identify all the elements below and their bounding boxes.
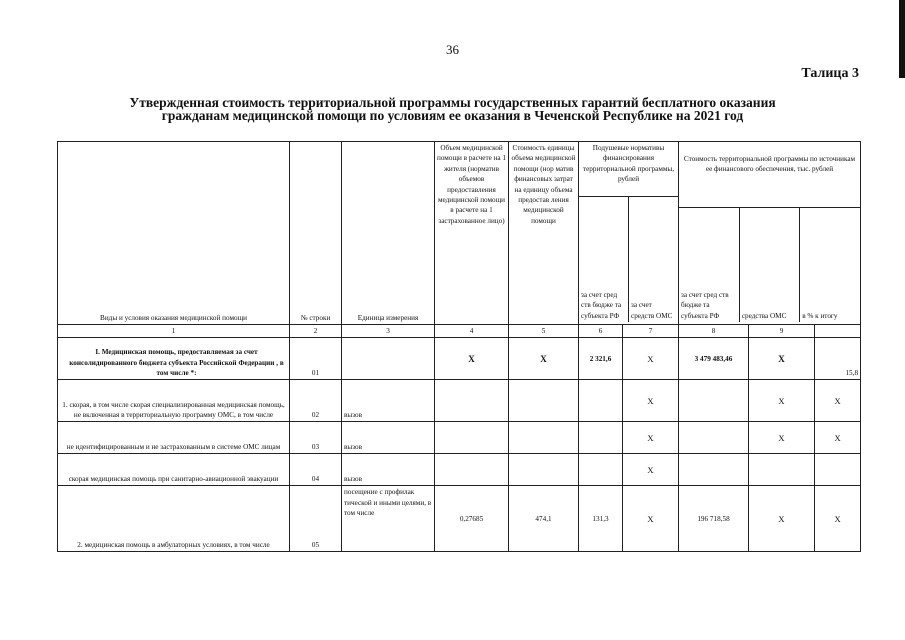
row-total-oms xyxy=(749,454,815,486)
row-unit: вызов xyxy=(342,422,435,454)
row-pc-oms: X xyxy=(623,422,679,454)
row-name: 2. медицинская помощь в амбулаторных условиях, в том числе xyxy=(58,486,290,552)
row-line-no: 02 xyxy=(290,380,342,422)
row-unit: посещение с профилак тической и иными целями, в том числе xyxy=(342,486,435,552)
col-number: 6 xyxy=(579,325,623,338)
row-name: не идентифицированным и не застрахованным в системе ОМС лицам xyxy=(58,422,290,454)
row-unit: вызов xyxy=(342,380,435,422)
cost-table xyxy=(57,141,861,552)
row-cost: 474,1 xyxy=(509,486,579,552)
row-pc-oms: X xyxy=(623,486,679,552)
header-group-per-capita xyxy=(579,142,679,325)
table-row xyxy=(58,338,861,380)
column-number-row xyxy=(58,325,861,338)
row-line-no: 04 xyxy=(290,454,342,486)
row-line-no: 05 xyxy=(290,486,342,552)
table-row xyxy=(58,486,861,552)
row-percent: 15,8 xyxy=(815,338,861,380)
col-number: 4 xyxy=(435,325,509,338)
row-pc-budget xyxy=(579,454,623,486)
row-total-budget: 3 479 483,46 xyxy=(679,338,749,380)
table-row xyxy=(58,422,861,454)
col-number: 2 xyxy=(290,325,342,338)
row-percent: X xyxy=(815,380,861,422)
page-number: 36 xyxy=(446,42,459,57)
header-row xyxy=(58,142,861,325)
row-line-no: 03 xyxy=(290,422,342,454)
header-per-capita-oms: за счет средств ОМС xyxy=(631,301,673,320)
row-volume xyxy=(435,454,509,486)
row-name: 1. скорая, в том числе скорая специализированная медицинская помощь, не включенная в территориальную программу ОМС, в том числе xyxy=(58,380,290,422)
row-pc-oms: X xyxy=(623,454,679,486)
page-edge-bar xyxy=(899,0,905,78)
header-total-budget: за счет сред ств бюдже та субъекта РФ xyxy=(679,208,739,323)
row-total-budget: 196 718,58 xyxy=(679,486,749,552)
col-number: 9 xyxy=(749,325,815,338)
row-pc-budget xyxy=(579,380,623,422)
header-total-cost: Стоимость территориальной программы по источникам ее финансового обеспечения, тыс. рублей xyxy=(679,142,860,208)
row-unit: вызов xyxy=(342,454,435,486)
title-line-1: Утвержденная стоимость территориальной программы государственных гарантий бесплатного оказания xyxy=(129,95,776,110)
header-line-no: № строки xyxy=(290,142,342,325)
header-unit: Единица измерения xyxy=(342,142,435,325)
row-total-oms: X xyxy=(749,380,815,422)
row-total-oms: X xyxy=(749,486,815,552)
row-total-budget xyxy=(679,422,749,454)
row-percent: X xyxy=(815,486,861,552)
table-row xyxy=(58,380,861,422)
row-volume xyxy=(435,380,509,422)
row-cost: X xyxy=(509,338,579,380)
table-label: Талица 3 xyxy=(801,66,859,81)
col-number: 3 xyxy=(342,325,435,338)
col-number: 1 xyxy=(58,325,290,338)
row-percent xyxy=(815,454,861,486)
header-volume: Объем медицинской помощи в расчете на 1 жителя (норматив объемов предоставления медицинской помощи в расчете на 1 застрахованное лицо) xyxy=(435,142,509,325)
row-pc-budget: 131,3 xyxy=(579,486,623,552)
col-number: 7 xyxy=(623,325,679,338)
row-name: I. Медицинская помощь, предоставляемая за счет консолидированного бюджета субъекта Российской Федерации , в том числе *: xyxy=(58,338,290,380)
col-number xyxy=(815,325,861,338)
row-volume: X xyxy=(435,338,509,380)
row-name: скорая медицинская помощь при санитарно-авиационной эвакуации xyxy=(58,454,290,486)
row-volume: 0,27685 xyxy=(435,486,509,552)
header-unit-cost: Стоимость единицы объема медицинской помощи (нор матив финансовых затрат на единицу объема предостав ления медицинской помощи xyxy=(509,142,579,325)
title-line-2: гражданам медицинской помощи по условиям ее оказания в Чеченской Республике на 2021 год xyxy=(161,108,744,123)
col-number: 8 xyxy=(679,325,749,338)
row-cost xyxy=(509,422,579,454)
row-cost xyxy=(509,454,579,486)
row-total-oms: X xyxy=(749,422,815,454)
row-cost xyxy=(509,380,579,422)
header-per-capita-budget: за счет сред ств бюдже та субъекта РФ xyxy=(579,197,629,323)
table-row xyxy=(58,454,861,486)
header-total-oms: средства ОМС xyxy=(739,208,799,323)
col-number: 5 xyxy=(509,325,579,338)
row-total-budget xyxy=(679,380,749,422)
row-line-no: 01 xyxy=(290,338,342,380)
header-total-percent: в % к итогу xyxy=(802,311,838,320)
row-pc-oms: X xyxy=(623,380,679,422)
row-total-oms: X xyxy=(749,338,815,380)
row-pc-budget: 2 321,6 xyxy=(579,338,623,380)
row-pc-oms: X xyxy=(623,338,679,380)
row-percent: X xyxy=(815,422,861,454)
row-pc-budget xyxy=(579,422,623,454)
header-per-capita: Подушевые нормативы финансирования территориальной программы, рублей xyxy=(579,142,678,197)
row-total-budget xyxy=(679,454,749,486)
header-kinds: Виды и условия оказания медицинской помощи xyxy=(58,142,290,325)
row-unit xyxy=(342,338,435,380)
row-volume xyxy=(435,422,509,454)
page-title xyxy=(60,96,845,122)
header-group-total-cost xyxy=(679,142,861,325)
